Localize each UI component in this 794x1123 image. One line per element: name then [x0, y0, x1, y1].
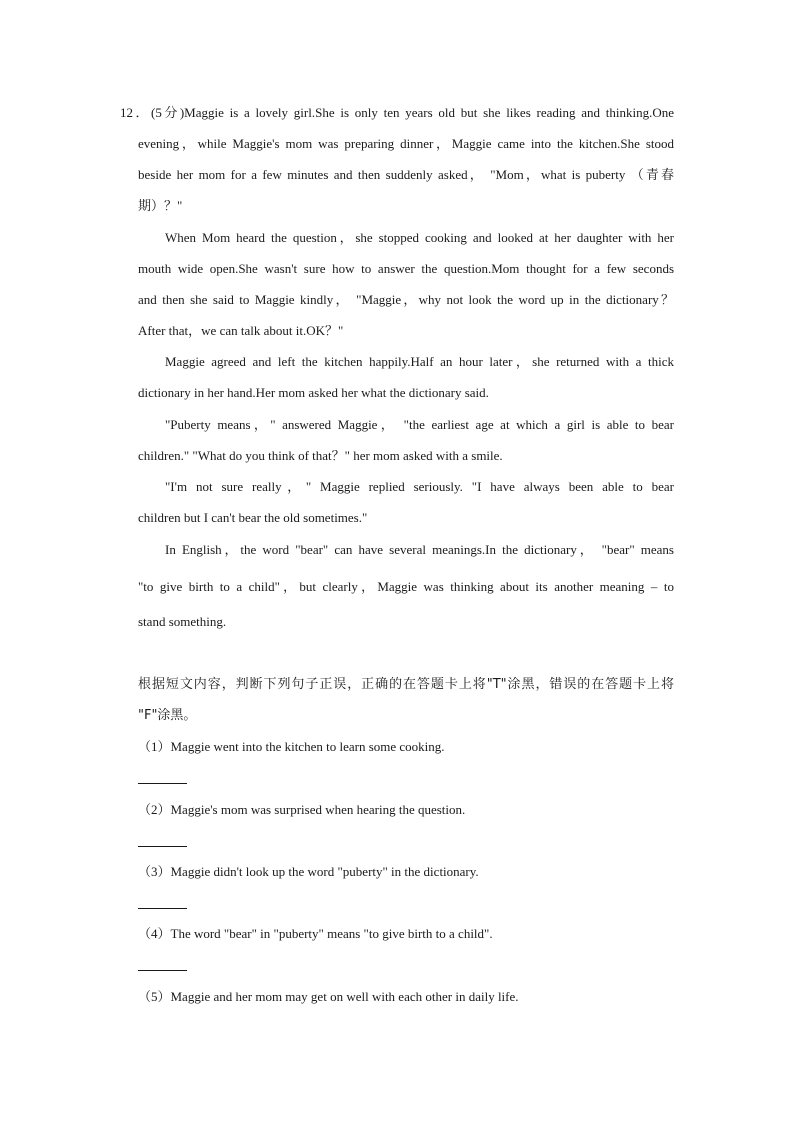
passage-line: "I'm not sure really，" Maggie replied seriously. "I have always been able to bear [165, 479, 674, 494]
passage-line: dictionary in her hand.Her mom asked her what the dictionary said. [138, 385, 489, 400]
passage-line: Maggie agreed and left the kitchen happily.Half an hour later，she returned with a thick [165, 354, 674, 369]
passage-line: stand something. [138, 614, 227, 629]
statement-5: （5）Maggie and her mom may get on well with each other in daily life. [138, 989, 519, 1004]
passage-line: evening，while Maggie's mom was preparing dinner，Maggie came into the kitchen.She stood [138, 136, 674, 151]
statement-2: （2）Maggie's mom was surprised when hearing the question. [138, 802, 466, 817]
statement-3: （3）Maggie didn't look up the word "puberty" in the dictionary. [138, 864, 479, 879]
passage-line: When Mom heard the question，she stopped cooking and looked at her daughter with her [165, 230, 674, 245]
passage-line: "Puberty means，" answered Maggie， "the earliest age at which a girl is able to bear [165, 417, 674, 432]
passage-line: After that，we can talk about it.OK？" [138, 323, 344, 338]
passage-line: In English，the word "bear" can have several meanings.In the dictionary， "bear" means [165, 542, 674, 557]
statement-1: （1）Maggie went into the kitchen to learn some cooking. [138, 739, 445, 754]
passage-line: 期）？" [138, 198, 183, 213]
passage-line: "to give birth to a child"，but clearly，Maggie was thinking about its another meaning – to [138, 579, 674, 594]
answer-blank-3[interactable] [138, 908, 187, 909]
statement-4: （4）The word "bear" in "puberty" means "to give birth to a child". [138, 926, 493, 941]
answer-blank-2[interactable] [138, 846, 187, 847]
question-number: 12．(5分) [120, 105, 185, 120]
passage-line: and then she said to Maggie kindly， "Maggie，why not look the word up in the dictionary？ [138, 292, 674, 307]
passage-line: 12．(5分)Maggie is a lovely girl.She is only ten years old but she likes reading and thinking.One [120, 105, 674, 120]
passage-line: beside her mom for a few minutes and then suddenly asked， "Mom，what is puberty （青春 [138, 167, 674, 182]
instruction-line: 根据短文内容，判断下列句子正误，正确的在答题卡上将"T"涂黑，错误的在答题卡上将 [138, 677, 674, 692]
passage-line: children but I can't bear the old sometimes." [138, 510, 368, 525]
passage-line: children." "What do you think of that？" her mom asked with a smile. [138, 448, 503, 463]
instruction-line: "F"涂黑。 [138, 708, 197, 723]
answer-blank-4[interactable] [138, 970, 187, 971]
answer-blank-1[interactable] [138, 783, 187, 784]
passage-line: mouth wide open.She wasn't sure how to answer the question.Mom thought for a few seconds [138, 261, 674, 276]
